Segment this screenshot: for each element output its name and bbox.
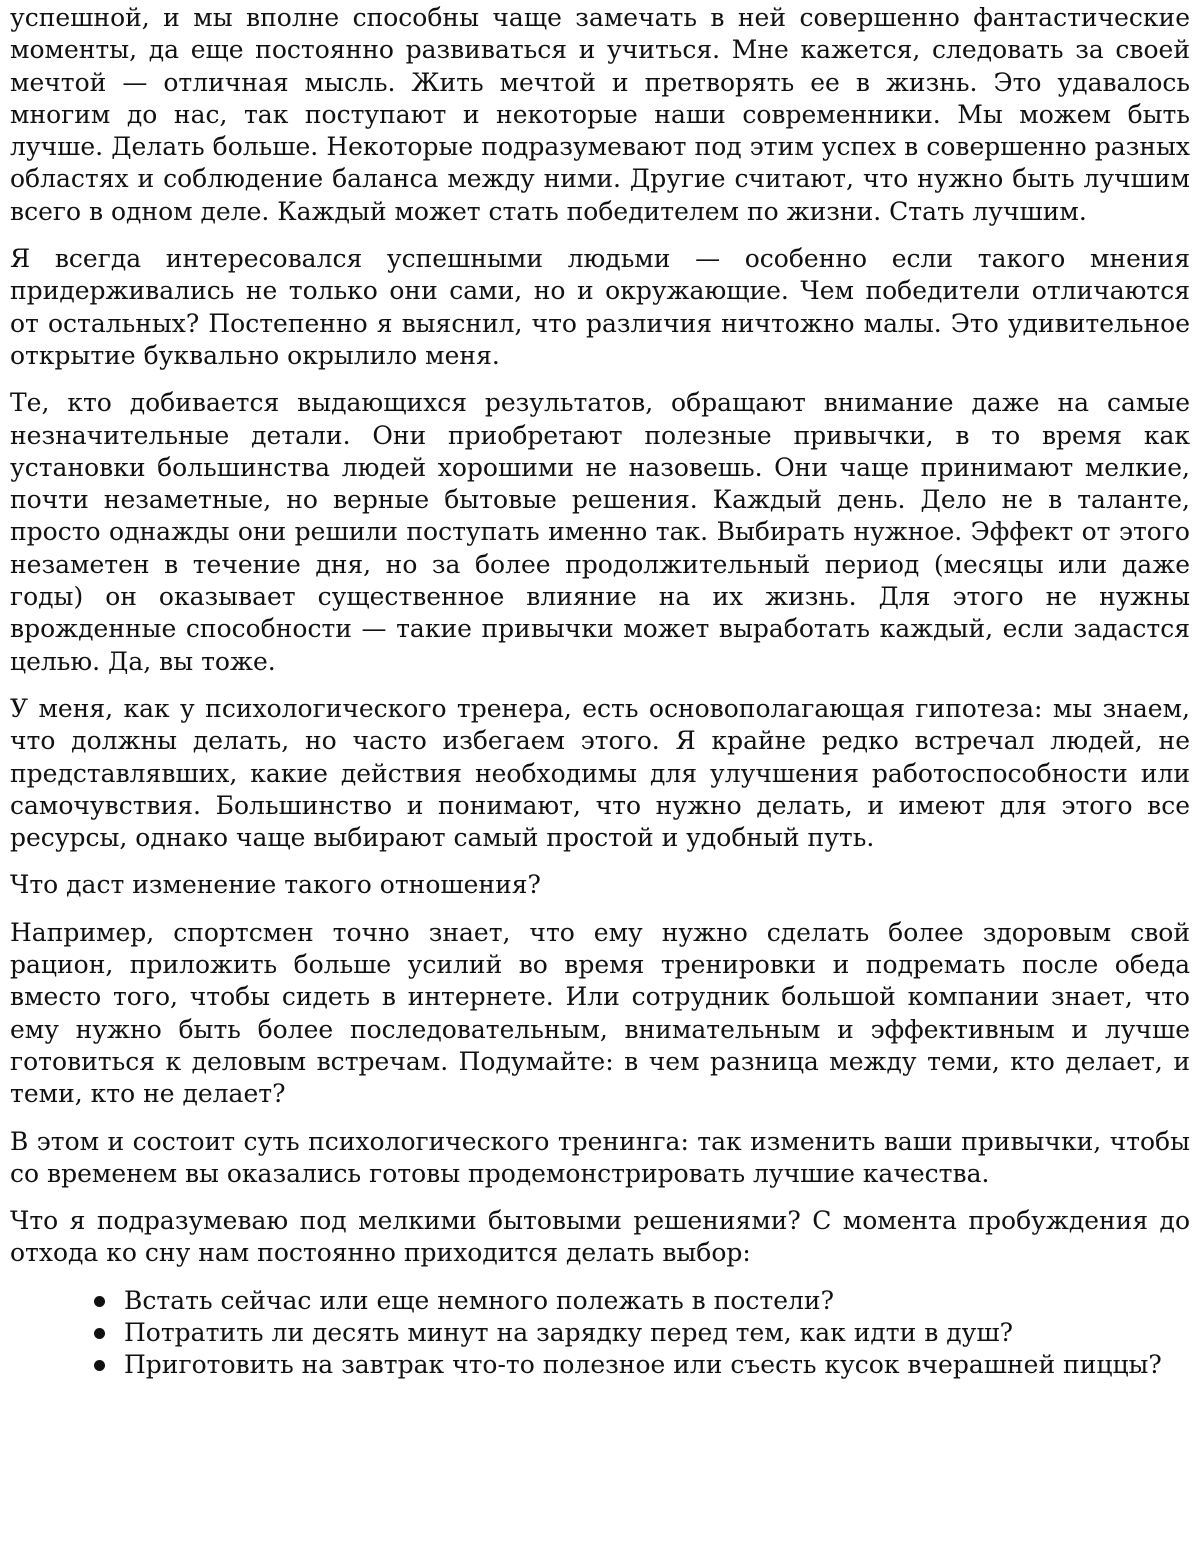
list-item bbox=[90, 1349, 1190, 1381]
paragraph-8: Что я подразумеваю под мелкими бытовыми решениями? С момента пробуждения до отхода ко сну нам постоянно приходится делать выбор: bbox=[10, 1206, 1190, 1268]
bullet-icon bbox=[94, 1328, 105, 1339]
list-item-text: Приготовить на завтрак что-то полезное или съесть кусок вчерашней пиццы? bbox=[124, 1350, 1162, 1380]
paragraph-7: В этом и состоит суть психологического тренинга: так изменить ваши привычки, чтобы со временем вы оказались готовы продемонстрировать лучшие качества. bbox=[10, 1126, 1190, 1188]
list-item-text: Встать сейчас или еще немного полежать в постели? bbox=[124, 1285, 834, 1315]
bullet-list bbox=[10, 1285, 1190, 1382]
paragraph-2: Я всегда интересовался успешными людьми — особенно если такого мнения придерживались не только они сами, но и окружающие. Чем победители отличаются от остальных? Постепенно я выяснил, что различия ничтожно малы. Это удивительное открытие буквально окрылило меня. bbox=[10, 244, 1190, 370]
paragraph-4: У меня, как у психологического тренера, есть основополагающая гипотеза: мы знаем, что должны делать, но часто избегаем этого. Я крайне редко встречал людей, не представлявших, какие действия необходимы для улучшения работоспособности или самочувствия. Большинство и понимают, что нужно делать, и имеют для этого все ресурсы, однако чаще выбирают самый простой и удобный путь. bbox=[10, 693, 1190, 853]
paragraph-1: успешной, и мы вполне способны чаще замечать в ней совершенно фантастические моменты, да еще постоянно развиваться и учиться. Мне кажется, следовать за своей мечтой — отличная мысль. Жить мечтой и претворять ее в жизнь. Это удавалось многим до нас, так поступают и некоторые наши современники. Мы можем быть лучше. Делать больше. Некоторые подразумевают под этим успех в совершенно разных областях и соблюдение баланса между ними. Другие считают, что нужно быть лучшим всего в одном деле. Каждый может стать победителем по жизни. Стать лучшим. bbox=[10, 3, 1190, 226]
list-item-text: Потратить ли десять минут на зарядку перед тем, как идти в душ? bbox=[124, 1317, 1014, 1347]
paragraph-3: Те, кто добивается выдающихся результатов, обращают внимание даже на самые незначительные детали. Они приобретают полезные привычки, в то время как установки большинства людей хорошими не назовешь. Они чаще принимают мелкие, почти незаметные, но верные бытовые решения. Каждый день. Дело не в таланте, просто однажды они решили поступать именно так. Выбирать нужное. Эффект от этого незаметен в течение дня, но за более продолжительный период (месяцы или даже годы) он оказывает существенное влияние на их жизнь. Для этого не нужны врожденные способности — такие привычки может выработать каждый, если задастся целью. Да, вы тоже. bbox=[10, 388, 1190, 676]
paragraph-5: Что даст изменение такого отношения? bbox=[10, 870, 541, 900]
list-item bbox=[90, 1285, 1190, 1317]
document-page bbox=[10, 0, 1190, 1382]
bullet-icon bbox=[94, 1360, 105, 1371]
list-item bbox=[90, 1317, 1190, 1349]
paragraph-6: Например, спортсмен точно знает, что ему нужно сделать более здоровым свой рацион, приложить больше усилий во время тренировки и подремать после обеда вместо того, чтобы сидеть в интернете. Или сотрудник большой компании знает, что ему нужно быть более последовательным, внимательным и эффективным и лучше готовиться к деловым встречам. Подумайте: в чем разница между теми, кто делает, и теми, кто не делает? bbox=[10, 917, 1190, 1109]
bullet-icon bbox=[94, 1296, 105, 1307]
